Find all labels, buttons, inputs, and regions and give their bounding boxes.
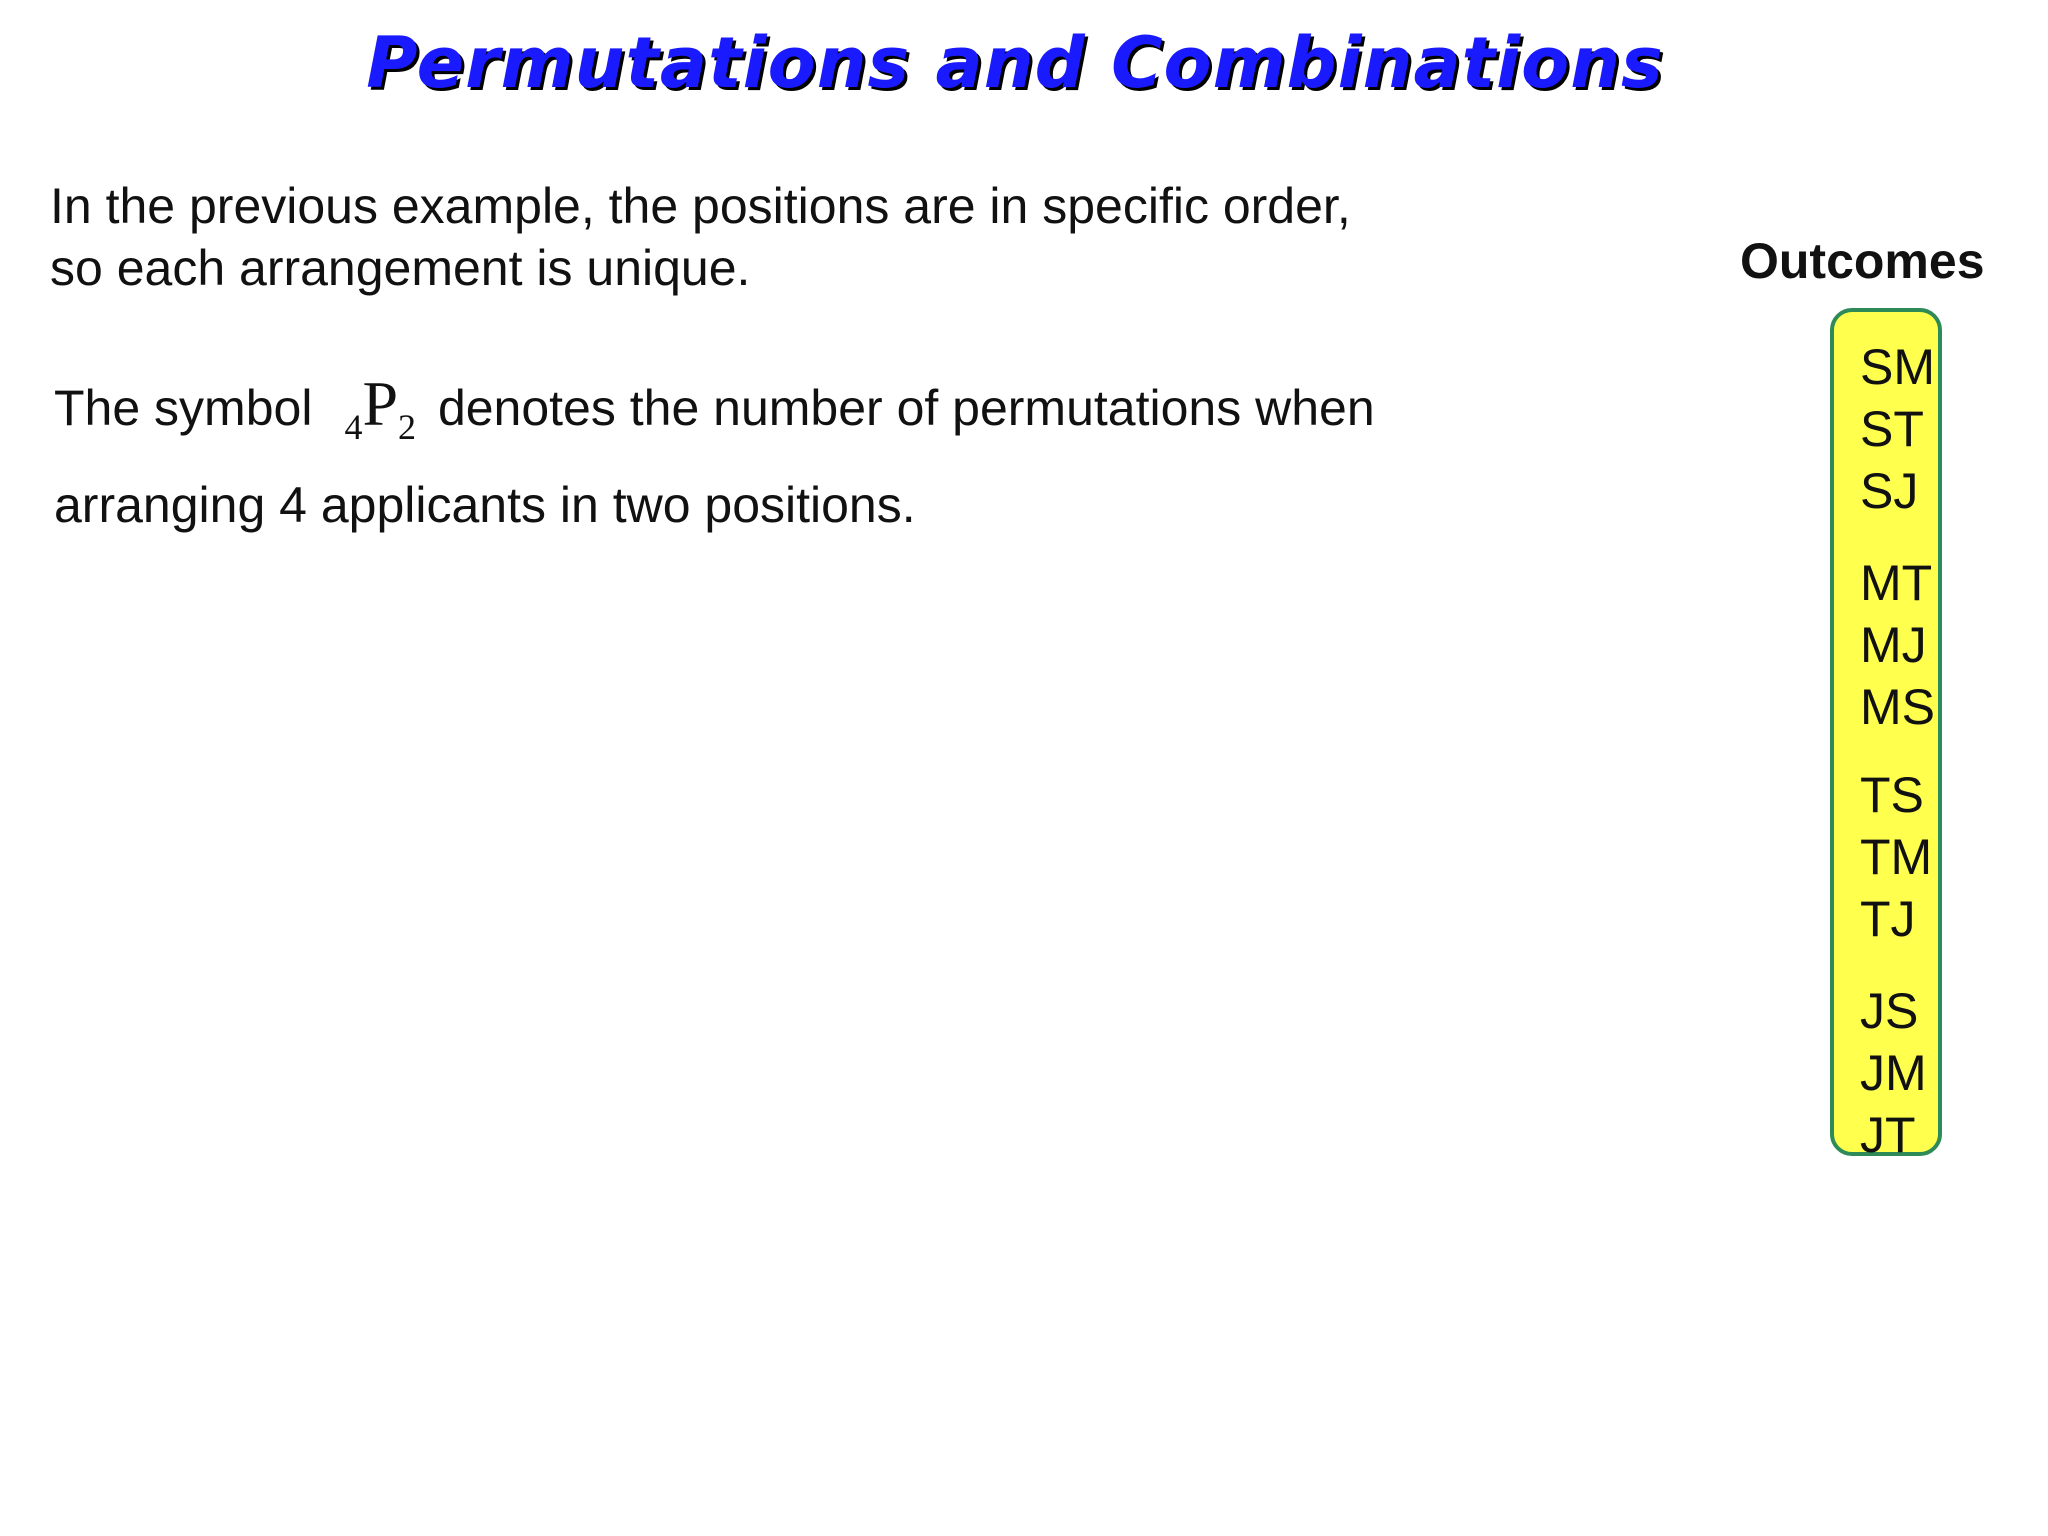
symbol-right-subscript: 2	[398, 407, 417, 447]
outcome-item: MS	[1860, 679, 1935, 735]
symbol-line-2: arranging 4 applicants in two positions.	[54, 477, 916, 533]
outcome-item: TJ	[1860, 891, 1916, 947]
symbol-letter: P	[362, 368, 399, 439]
outcome-item: JT	[1860, 1107, 1916, 1163]
symbol-paragraph	[54, 365, 1375, 544]
outcome-group-m	[1860, 552, 1935, 738]
symbol-prefix: The symbol	[54, 380, 313, 436]
outcome-item: JM	[1860, 1045, 1927, 1101]
intro-line-2: so each arrangement is unique.	[50, 240, 751, 296]
intro-paragraph	[50, 175, 1351, 299]
outcomes-box	[1830, 308, 1942, 1163]
symbol-left-subscript: 4	[344, 407, 363, 447]
outcome-item: TM	[1860, 829, 1933, 885]
slide-title: Permutations and Combinations	[366, 22, 1664, 104]
outcome-item: MJ	[1860, 617, 1927, 673]
outcome-item: MT	[1860, 555, 1933, 611]
outcome-item: ST	[1860, 401, 1924, 457]
outcome-group-s	[1860, 336, 1935, 522]
symbol-line-1	[54, 365, 1375, 466]
outcome-group-j	[1860, 980, 1927, 1166]
outcomes-heading: Outcomes	[1740, 233, 1985, 289]
permutation-symbol	[344, 365, 416, 466]
outcome-group-t	[1860, 764, 1932, 950]
intro-line-1: In the previous example, the positions are in specific order,	[50, 178, 1351, 234]
outcome-item: SM	[1860, 339, 1935, 395]
symbol-suffix: denotes the number of permutations when	[437, 380, 1375, 436]
outcome-item: JS	[1860, 983, 1919, 1039]
outcome-item: TS	[1860, 767, 1924, 823]
outcome-item: SJ	[1860, 463, 1919, 519]
